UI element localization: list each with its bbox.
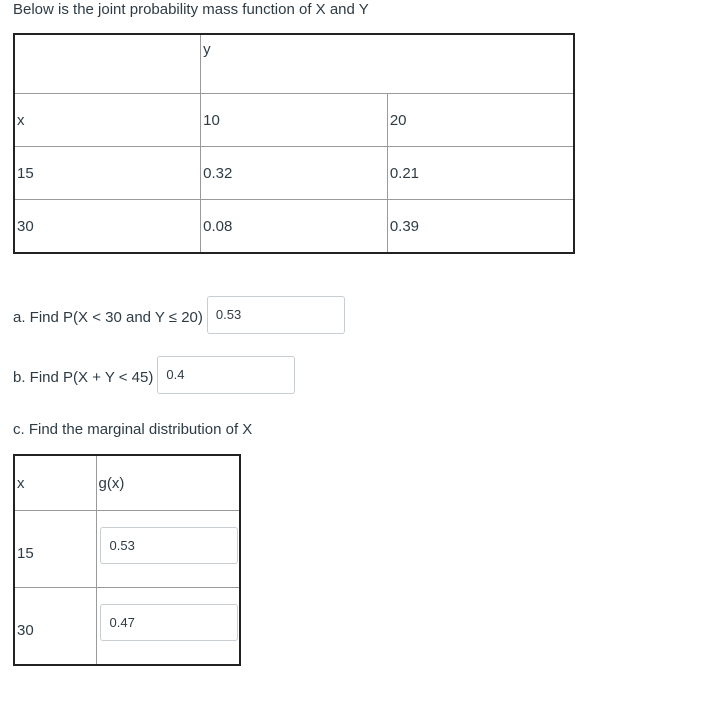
answer-a-input[interactable]: 0.53 <box>207 296 345 334</box>
question-b <box>13 358 295 396</box>
table-row <box>14 147 574 200</box>
probability-cell: 0.08 <box>201 200 388 254</box>
empty-corner-cell <box>14 34 201 94</box>
g-15-input[interactable]: 0.53 <box>100 527 238 564</box>
probability-cell: 0.21 <box>387 147 574 200</box>
question-a <box>13 298 345 336</box>
intro-text: Below is the joint probability mass function of X and Y <box>13 1 369 18</box>
x-value-cell <box>14 511 96 588</box>
x-header-cell: x <box>14 94 201 147</box>
table-row <box>14 588 240 666</box>
marginal-distribution-table <box>13 454 241 666</box>
table-row <box>14 200 574 254</box>
joint-pmf-table <box>13 33 575 254</box>
x-value-cell: 30 <box>14 200 201 254</box>
question-b-label: b. Find P(X + Y < 45) <box>13 368 154 386</box>
x-header-cell: x <box>14 455 96 511</box>
y-value-cell: 10 <box>201 94 388 147</box>
table-row <box>14 34 574 94</box>
answer-b-input[interactable]: 0.4 <box>157 356 295 394</box>
g-30-input[interactable]: 0.47 <box>100 604 238 641</box>
table-row <box>14 511 240 588</box>
x-value: 30 <box>17 621 34 639</box>
question-c <box>13 421 252 438</box>
probability-cell: 0.39 <box>387 200 574 254</box>
y-header-cell: y <box>201 34 574 94</box>
x-value-cell <box>14 588 96 666</box>
y-value-cell: 20 <box>387 94 574 147</box>
probability-cell: 0.32 <box>201 147 388 200</box>
table-row <box>14 455 240 511</box>
question-c-label: c. Find the marginal distribution of X <box>13 421 253 438</box>
table-row <box>14 94 574 147</box>
g-header-cell: g(x) <box>96 455 240 511</box>
x-value: 15 <box>17 544 34 562</box>
g-value-cell <box>96 511 240 588</box>
question-a-label: a. Find P(X < 30 and Y ≤ 20) <box>13 308 203 326</box>
g-value-cell <box>96 588 240 666</box>
x-value-cell: 15 <box>14 147 201 200</box>
